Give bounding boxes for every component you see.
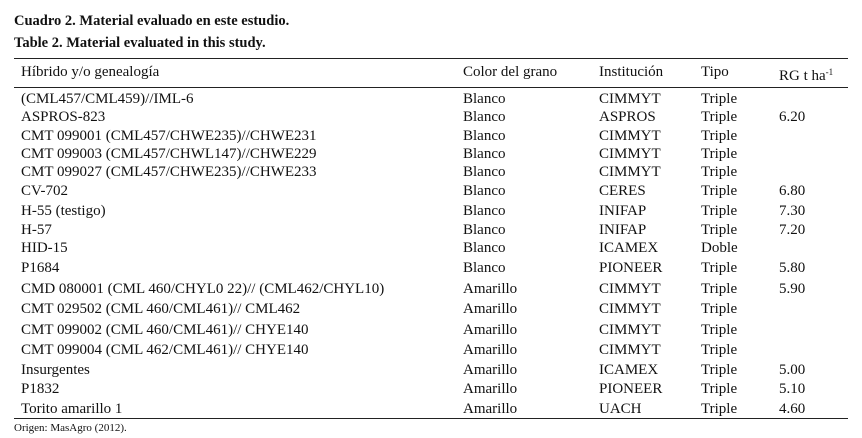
table-row	[0, 202, 862, 220]
cell-yield: 7.30	[779, 203, 806, 219]
cell-institution: PIONEER	[599, 260, 663, 276]
table-row	[0, 108, 862, 126]
cell-hybrid: H-57	[21, 222, 52, 238]
cell-hybrid: Insurgentes	[21, 362, 90, 378]
cell-type: Triple	[701, 401, 738, 417]
cell-type: Triple	[701, 183, 738, 199]
header-grain-color: Color del grano	[463, 64, 558, 80]
table-caption-english: Table 2. Material evaluated in this study.	[14, 35, 266, 51]
cell-yield: 7.20	[779, 222, 806, 238]
cell-institution: ICAMEX	[599, 362, 659, 378]
cell-institution: CIMMYT	[599, 281, 661, 297]
cell-yield: 4.60	[779, 401, 806, 417]
cell-institution: CIMMYT	[599, 342, 661, 358]
cell-type: Triple	[701, 281, 738, 297]
cell-institution: CIMMYT	[599, 146, 661, 162]
cell-hybrid: H-55 (testigo)	[21, 203, 106, 219]
cell-grain-color: Blanco	[463, 146, 506, 162]
cell-institution: CIMMYT	[599, 91, 661, 107]
cell-type: Triple	[701, 301, 738, 317]
cell-grain-color: Blanco	[463, 260, 506, 276]
cell-grain-color: Amarillo	[463, 362, 518, 378]
cell-institution: CERES	[599, 183, 646, 199]
cell-type: Triple	[701, 203, 738, 219]
cell-grain-color: Amarillo	[463, 342, 518, 358]
cell-yield: 5.80	[779, 260, 806, 276]
cell-grain-color: Blanco	[463, 109, 506, 125]
header-institution: Institución	[599, 64, 664, 80]
header-yield-unit-exponent: -1	[825, 67, 834, 77]
cell-yield: 5.10	[779, 381, 806, 397]
table-footnote: Origen: MasAgro (2012).	[14, 422, 127, 434]
cell-grain-color: Amarillo	[463, 381, 518, 397]
cell-grain-color: Amarillo	[463, 322, 518, 338]
cell-hybrid: P1684	[21, 260, 60, 276]
cell-institution: PIONEER	[599, 381, 663, 397]
cell-hybrid: (CML457/CML459)//IML-6	[21, 91, 194, 107]
cell-hybrid: CMT 099001 (CML457/CHWE235)//CHWE231	[21, 128, 317, 144]
header-type: Tipo	[701, 64, 729, 80]
table-row	[0, 221, 862, 239]
cell-hybrid: CMD 080001 (CML 460/CHYL0 22)// (CML462/CHYL10)	[21, 281, 385, 297]
cell-type: Triple	[701, 322, 738, 338]
cell-grain-color: Amarillo	[463, 301, 518, 317]
table-row	[0, 90, 862, 108]
table-row	[0, 182, 862, 200]
cell-hybrid: HID-15	[21, 240, 68, 256]
cell-yield: 6.20	[779, 109, 806, 125]
cell-type: Triple	[701, 109, 738, 125]
table-caption-spanish: Cuadro 2. Material evaluado en este estudio.	[14, 13, 290, 29]
cell-type: Triple	[701, 91, 738, 107]
cell-hybrid: CMT 029502 (CML 460/CML461)// CML462	[21, 301, 301, 317]
cell-type: Triple	[701, 342, 738, 358]
cell-grain-color: Amarillo	[463, 401, 518, 417]
table-row	[0, 127, 862, 145]
table-row	[0, 300, 862, 318]
cell-hybrid: CMT 099027 (CML457/CHWE235)//CHWE233	[21, 164, 317, 180]
table-row	[0, 321, 862, 339]
cell-grain-color: Blanco	[463, 164, 506, 180]
cell-type: Triple	[701, 260, 738, 276]
cell-type: Triple	[701, 381, 738, 397]
cell-institution: UACH	[599, 401, 642, 417]
cell-institution: INIFAP	[599, 222, 647, 238]
cell-type: Doble	[701, 240, 738, 256]
cell-type: Triple	[701, 128, 738, 144]
table-row	[0, 380, 862, 398]
cell-hybrid: CMT 099002 (CML 460/CML461)// CHYE140	[21, 322, 309, 338]
table-row	[0, 280, 862, 298]
table-bottom-rule	[14, 418, 848, 419]
table-row	[0, 145, 862, 163]
table-row	[0, 341, 862, 359]
cell-institution: CIMMYT	[599, 322, 661, 338]
header-yield-label: RG t ha	[779, 68, 826, 84]
cell-type: Triple	[701, 146, 738, 162]
cell-type: Triple	[701, 164, 738, 180]
cell-type: Triple	[701, 222, 738, 238]
cell-institution: ASPROS	[599, 109, 656, 125]
header-hybrid: Híbrido y/o genealogía	[21, 64, 160, 80]
cell-grain-color: Blanco	[463, 222, 506, 238]
cell-hybrid: CMT 099004 (CML 462/CML461)// CHYE140	[21, 342, 309, 358]
cell-hybrid: CV-702	[21, 183, 68, 199]
cell-grain-color: Blanco	[463, 203, 506, 219]
cell-yield: 6.80	[779, 183, 806, 199]
cell-institution: CIMMYT	[599, 164, 661, 180]
cell-institution: CIMMYT	[599, 128, 661, 144]
table-row	[0, 163, 862, 181]
cell-yield: 5.90	[779, 281, 806, 297]
cell-grain-color: Amarillo	[463, 281, 518, 297]
cell-grain-color: Blanco	[463, 128, 506, 144]
cell-institution: CIMMYT	[599, 301, 661, 317]
cell-grain-color: Blanco	[463, 240, 506, 256]
table-row	[0, 259, 862, 277]
cell-institution: INIFAP	[599, 203, 647, 219]
cell-hybrid: CMT 099003 (CML457/CHWL147)//CHWE229	[21, 146, 317, 162]
cell-hybrid: Torito amarillo 1	[21, 401, 123, 417]
cell-yield: 5.00	[779, 362, 806, 378]
table-row	[0, 400, 862, 418]
cell-hybrid: P1832	[21, 381, 60, 397]
cell-type: Triple	[701, 362, 738, 378]
cell-institution: ICAMEX	[599, 240, 659, 256]
cell-grain-color: Blanco	[463, 183, 506, 199]
table-row	[0, 239, 862, 257]
table-row	[0, 361, 862, 379]
cell-grain-color: Blanco	[463, 91, 506, 107]
cell-hybrid: ASPROS-823	[21, 109, 106, 125]
